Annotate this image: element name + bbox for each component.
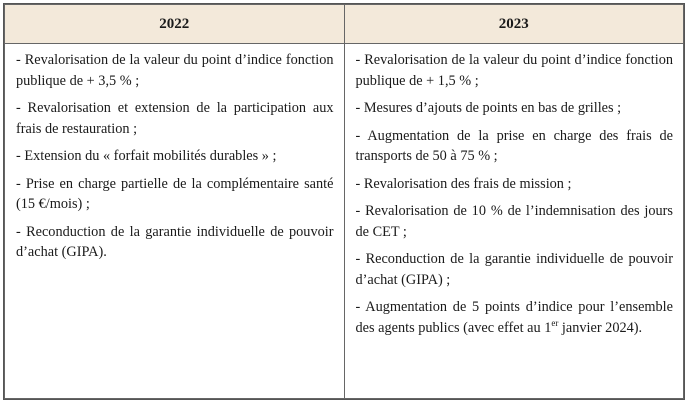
header-2023: 2023 <box>344 5 684 44</box>
list-2022 <box>16 50 334 263</box>
list-item: - Mesures d’ajouts de points en bas de grilles ; <box>355 100 622 116</box>
list-item: - Reconduction de la garantie individuelle de pouvoir d’achat (GIPA). <box>16 223 334 260</box>
list-item: - Revalorisation de la valeur du point d’indice fonction publique de + 3,5 % ; <box>16 52 334 89</box>
header-2022: 2022 <box>5 5 345 44</box>
measures-table <box>4 4 684 399</box>
list-item-text-end: janvier 2024). <box>558 319 643 336</box>
list-item-text: - Augmentation de 5 points d’indice pour l’ensemble des agents publics (avec effet au 1 <box>355 299 673 336</box>
list-item: - Revalorisation de 10 % de l’indemnisation des jours de CET ; <box>355 203 673 240</box>
list-2023 <box>356 50 674 338</box>
list-item: - Prise en charge partielle de la complémentaire santé (15 €/mois) ; <box>16 175 334 212</box>
ordinal-superscript: er <box>551 317 559 328</box>
measures-table-container <box>3 3 685 400</box>
list-item <box>356 297 674 338</box>
content-row <box>5 44 684 399</box>
list-item: - Reconduction de la garantie individuelle de pouvoir d’achat (GIPA) ; <box>355 251 673 288</box>
list-item: - Revalorisation et extension de la participation aux frais de restauration ; <box>16 100 334 137</box>
list-item: - Revalorisation de la valeur du point d’indice fonction publique de + 1,5 % ; <box>355 52 673 89</box>
header-row <box>5 5 684 44</box>
list-item: - Extension du « forfait mobilités durables » ; <box>16 148 277 164</box>
cell-2023 <box>344 44 684 399</box>
list-item: - Revalorisation des frais de mission ; <box>355 175 572 192</box>
list-item: - Augmentation de la prise en charge des frais de transports de 50 à 75 % ; <box>355 127 673 164</box>
cell-2022 <box>5 44 345 399</box>
